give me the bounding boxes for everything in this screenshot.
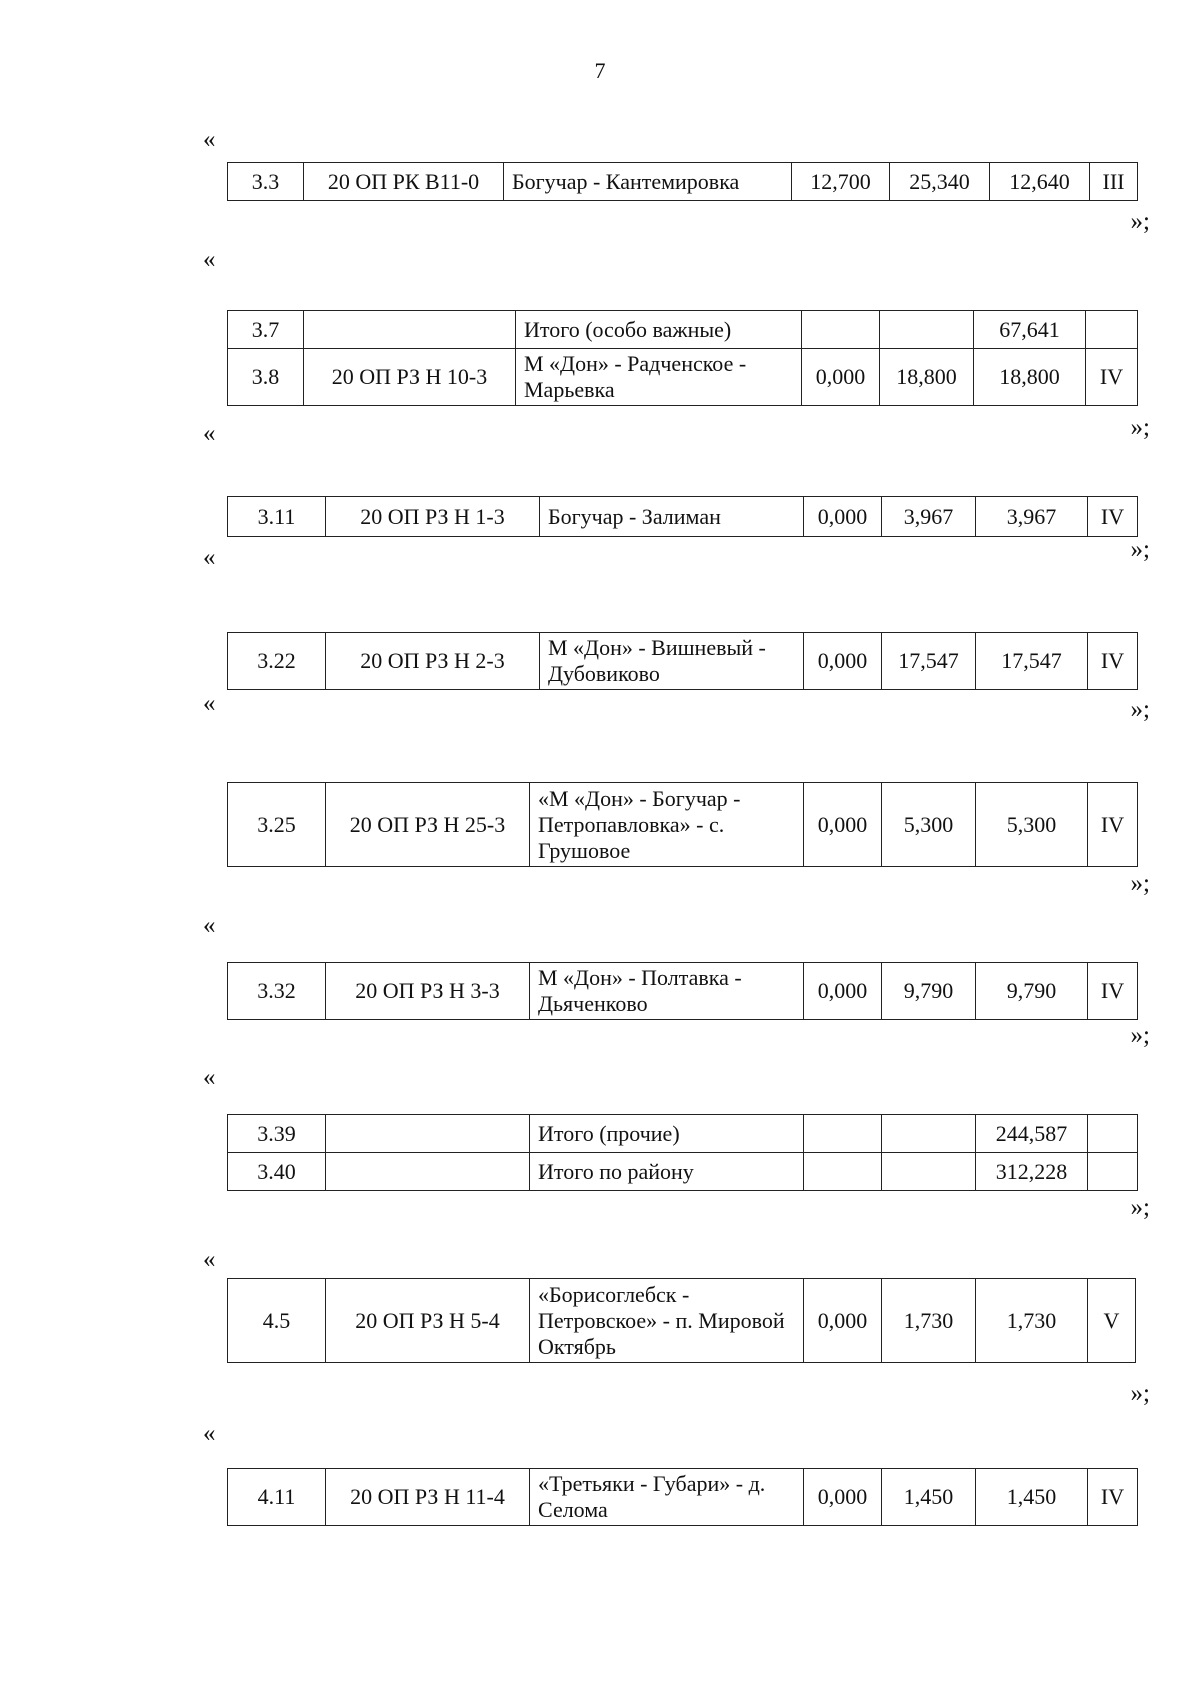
start-km-cell: 0,000 <box>804 1279 882 1363</box>
road-name-cell: М «Дон» - Радченское - Марьевка <box>516 349 802 406</box>
road-category-cell <box>1086 311 1138 349</box>
road-code-cell: 20 ОП РЗ Н 5-4 <box>326 1279 530 1363</box>
page-number: 7 <box>594 58 606 83</box>
start-km-cell: 0,000 <box>804 1469 882 1526</box>
road-name-cell: «Борисоглебск - Петровское» - п. Мировой Октябрь <box>530 1279 804 1363</box>
length-km-cell: 18,800 <box>974 349 1086 406</box>
start-km-cell: 12,700 <box>792 163 890 201</box>
end-km-cell: 17,547 <box>882 633 976 690</box>
opening-quote: « <box>203 912 216 939</box>
road-category-cell: IV <box>1088 633 1138 690</box>
start-km-cell <box>804 1115 882 1153</box>
road-code-cell: 20 ОП РЗ Н 2-3 <box>326 633 540 690</box>
opening-quote: « <box>203 544 216 571</box>
roads-table <box>227 162 1138 201</box>
roads-table <box>227 962 1138 1020</box>
row-number-cell: 3.8 <box>228 349 304 406</box>
table-row <box>228 783 1138 867</box>
road-code-cell <box>326 1153 530 1191</box>
end-km-cell: 18,800 <box>880 349 974 406</box>
length-km-cell: 1,730 <box>976 1279 1088 1363</box>
table-row <box>228 163 1138 201</box>
road-name-cell: Богучар - Залиман <box>540 497 804 537</box>
table-row <box>228 311 1138 349</box>
opening-quote: « <box>203 1420 216 1447</box>
road-name-cell: Итого (прочие) <box>530 1115 804 1153</box>
road-code-cell: 20 ОП РЗ Н 3-3 <box>326 963 530 1020</box>
length-km-cell: 312,228 <box>976 1153 1088 1191</box>
road-name-cell: «М «Дон» - Богучар - Петропавловка» - с. Грушовое <box>530 783 804 867</box>
closing-quote: »; <box>1130 208 1150 235</box>
length-km-cell: 17,547 <box>976 633 1088 690</box>
road-code-cell <box>326 1115 530 1153</box>
road-name-cell: М «Дон» - Полтавка - Дьяченково <box>530 963 804 1020</box>
table-row <box>228 1279 1136 1363</box>
end-km-cell <box>882 1115 976 1153</box>
closing-quote: »; <box>1130 536 1150 563</box>
roads-table <box>227 496 1138 537</box>
length-km-cell: 12,640 <box>990 163 1090 201</box>
start-km-cell <box>802 311 880 349</box>
road-code-cell: 20 ОП РК В11-0 <box>304 163 504 201</box>
road-category-cell <box>1088 1153 1138 1191</box>
start-km-cell: 0,000 <box>804 497 882 537</box>
row-number-cell: 3.32 <box>228 963 326 1020</box>
table-row <box>228 349 1138 406</box>
road-code-cell: 20 ОП РЗ Н 10-3 <box>304 349 516 406</box>
road-name-cell: М «Дон» - Вишневый - Дубовиково <box>540 633 804 690</box>
row-number-cell: 3.7 <box>228 311 304 349</box>
road-name-cell: Итого по району <box>530 1153 804 1191</box>
length-km-cell: 5,300 <box>976 783 1088 867</box>
start-km-cell: 0,000 <box>802 349 880 406</box>
table-row <box>228 1153 1138 1191</box>
opening-quote: « <box>203 126 216 153</box>
road-category-cell: V <box>1088 1279 1136 1363</box>
table-row <box>228 1115 1138 1153</box>
opening-quote: « <box>203 246 216 273</box>
end-km-cell: 5,300 <box>882 783 976 867</box>
row-number-cell: 3.25 <box>228 783 326 867</box>
roads-table <box>227 1114 1138 1191</box>
road-category-cell: III <box>1090 163 1138 201</box>
road-code-cell: 20 ОП РЗ Н 11-4 <box>326 1469 530 1526</box>
length-km-cell: 1,450 <box>976 1469 1088 1526</box>
table-row <box>228 1469 1138 1526</box>
row-number-cell: 4.11 <box>228 1469 326 1526</box>
road-category-cell: IV <box>1088 783 1138 867</box>
road-category-cell: IV <box>1086 349 1138 406</box>
closing-quote: »; <box>1130 1380 1150 1407</box>
end-km-cell: 1,730 <box>882 1279 976 1363</box>
road-code-cell: 20 ОП РЗ Н 1-3 <box>326 497 540 537</box>
row-number-cell: 3.39 <box>228 1115 326 1153</box>
opening-quote: « <box>203 690 216 717</box>
start-km-cell: 0,000 <box>804 963 882 1020</box>
row-number-cell: 3.3 <box>228 163 304 201</box>
opening-quote: « <box>203 420 216 447</box>
table-row <box>228 963 1138 1020</box>
table-row <box>228 633 1138 690</box>
roads-table <box>227 782 1138 867</box>
end-km-cell <box>880 311 974 349</box>
row-number-cell: 4.5 <box>228 1279 326 1363</box>
road-code-cell: 20 ОП РЗ Н 25-3 <box>326 783 530 867</box>
length-km-cell: 244,587 <box>976 1115 1088 1153</box>
start-km-cell <box>804 1153 882 1191</box>
road-category-cell <box>1088 1115 1138 1153</box>
road-name-cell: «Третьяки - Губари» - д. Селома <box>530 1469 804 1526</box>
road-name-cell: Итого (особо важные) <box>516 311 802 349</box>
road-category-cell: IV <box>1088 963 1138 1020</box>
roads-table <box>227 310 1138 406</box>
end-km-cell: 25,340 <box>890 163 990 201</box>
roads-table <box>227 1468 1138 1526</box>
closing-quote: »; <box>1130 1194 1150 1221</box>
closing-quote: »; <box>1130 1022 1150 1049</box>
row-number-cell: 3.22 <box>228 633 326 690</box>
road-category-cell: IV <box>1088 1469 1138 1526</box>
roads-table <box>227 1278 1136 1363</box>
start-km-cell: 0,000 <box>804 783 882 867</box>
road-code-cell <box>304 311 516 349</box>
length-km-cell: 9,790 <box>976 963 1088 1020</box>
length-km-cell: 67,641 <box>974 311 1086 349</box>
end-km-cell <box>882 1153 976 1191</box>
row-number-cell: 3.40 <box>228 1153 326 1191</box>
roads-table <box>227 632 1138 690</box>
opening-quote: « <box>203 1064 216 1091</box>
closing-quote: »; <box>1130 414 1150 441</box>
closing-quote: »; <box>1130 696 1150 723</box>
row-number-cell: 3.11 <box>228 497 326 537</box>
start-km-cell: 0,000 <box>804 633 882 690</box>
road-category-cell: IV <box>1088 497 1138 537</box>
closing-quote: »; <box>1130 870 1150 897</box>
end-km-cell: 9,790 <box>882 963 976 1020</box>
opening-quote: « <box>203 1246 216 1273</box>
road-name-cell: Богучар - Кантемировка <box>504 163 792 201</box>
table-row <box>228 497 1138 537</box>
end-km-cell: 1,450 <box>882 1469 976 1526</box>
length-km-cell: 3,967 <box>976 497 1088 537</box>
end-km-cell: 3,967 <box>882 497 976 537</box>
